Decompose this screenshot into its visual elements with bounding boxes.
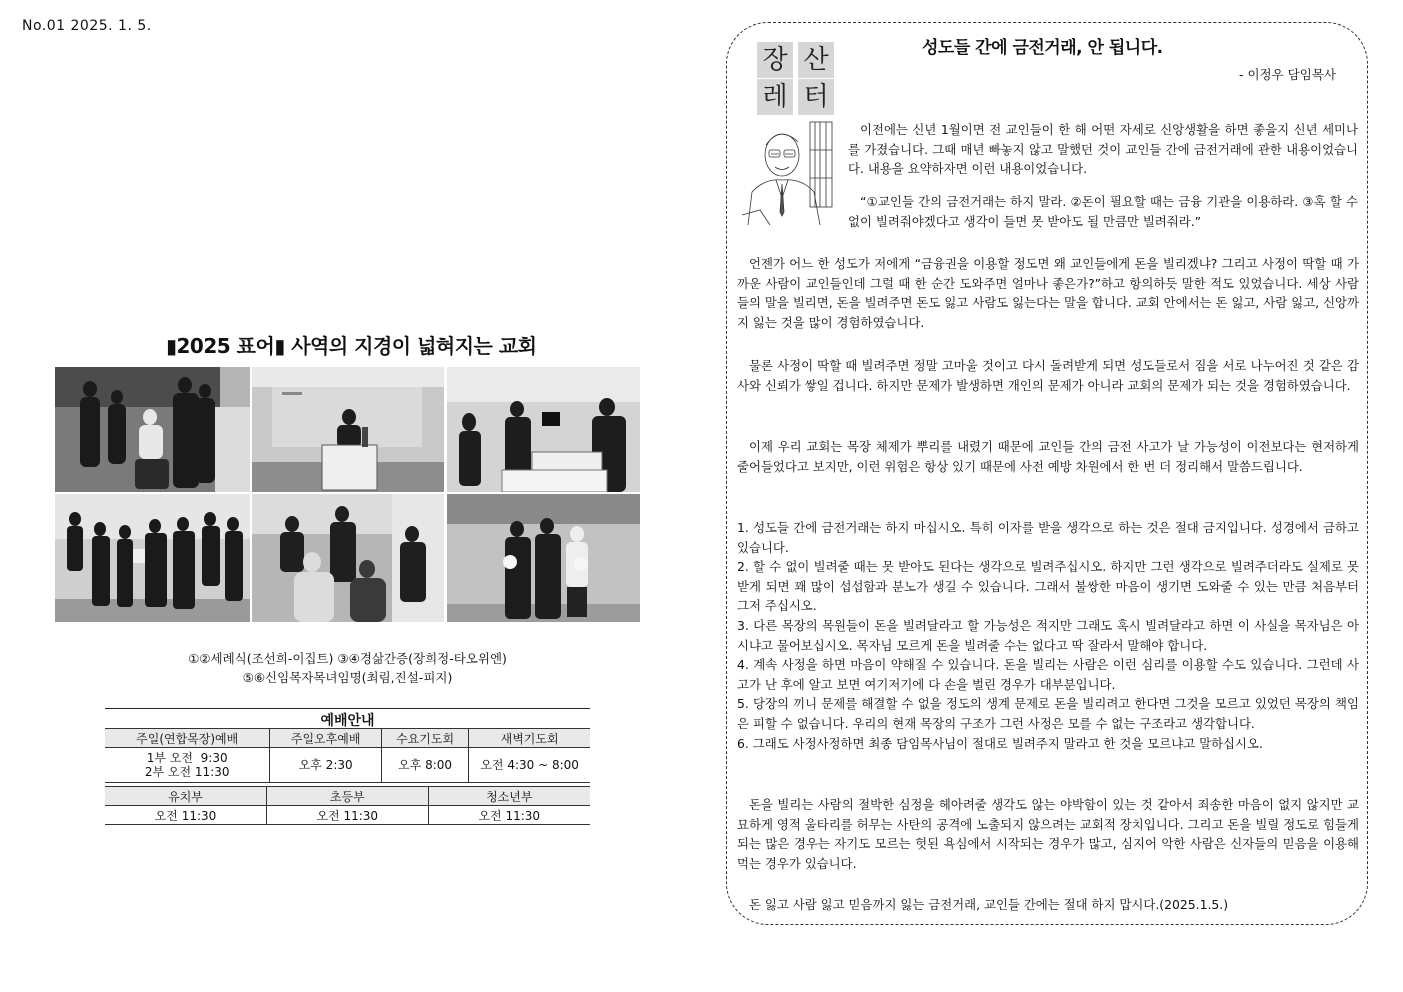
worship-schedule	[105, 708, 590, 825]
letter-paragraph-4: 이제 우리 교회는 목장 체제가 뿌리를 내렸기 때문에 교인들 간의 금전 사고가 날 가능성이 이전보다는 현저하게 줄어들었다고 보지만, 이런 위험은 항상 있기 때문에 사전 예방 차원에서 한 번 더 정리해서 말씀드립니다.	[737, 439, 1359, 474]
rule-item: 1. 성도들 간에 금전거래는 하지 마십시오. 특히 이자를 받을 생각으로 하는 것은 절대 금지입니다. 성경에서 금하고 있습니다.	[737, 520, 1359, 555]
badge-char-1: 장	[757, 42, 793, 78]
afternoon-time: 오후 2:30	[270, 748, 382, 783]
header-dawn-prayer: 새벽기도회	[469, 729, 590, 748]
photo-caption-line2: ⑤⑥신임목자목녀임명(최림,진설-피지)	[242, 670, 453, 685]
photo-baptism-1-icon	[55, 367, 250, 492]
badge-char-3: 레	[757, 79, 793, 115]
sunday-time-1: 1부 오전 9:30	[146, 751, 228, 765]
header-elementary: 초등부	[267, 787, 429, 806]
letter-headline: 성도들 간에 금전거래, 안 됩니다.	[922, 38, 1163, 58]
header-sunday-afternoon: 주일오후예배	[270, 729, 382, 748]
header-youth: 청소년부	[428, 787, 590, 806]
photo-caption-line1: ①②세례식(조선희-이집트) ③④경삶간증(장희정-타오위엔)	[188, 651, 507, 666]
photo-grid	[55, 367, 640, 622]
rule-item: 5. 당장의 끼니 문제를 해결할 수 없을 정도의 생계 문제로 돈을 빌리려고 한다면 그것을 모르고 있었던 목장의 책임은 피할 수 없습니다. 우리의 현재 목장의 구조가 그런 사정은 모를 수 없는 구조라고 생각합니다.	[737, 696, 1359, 731]
header-wednesday-prayer: 수요기도회	[381, 729, 468, 748]
rule-item: 2. 할 수 없이 빌려줄 때는 못 받아도 된다는 생각으로 빌려주십시오. 하지만 그런 생각으로 빌려주더라도 실제로 못 받게 되면 꽤 많이 섭섭함과 분노가 생길 수 있습니다. 그래서 불쌍한 마음이 생기면 도와줄 수 있는 만큼 처음부터 그저 주십시오.	[737, 559, 1359, 614]
pastor-portrait-icon	[740, 120, 835, 225]
schedule-table-main	[105, 728, 590, 783]
rule-item: 4. 계속 사정을 하면 마음이 약해질 수 있습니다. 돈을 빌리는 사람은 이런 심리를 이용할 수도 있습니다. 그런데 사고가 난 후에 알고 보면 여기저기에 다 손을 벌린 경우가 대부분입니다.	[737, 657, 1359, 692]
kindergarten-time: 오전 11:30	[105, 806, 267, 825]
letter-rules-list	[737, 518, 1359, 753]
wednesday-time: 오후 8:00	[381, 748, 468, 783]
letter-author: - 이정우 담임목사	[1239, 67, 1336, 82]
letter-paragraph-1: 이전에는 신년 1월이면 전 교인들이 한 해 어떤 자세로 신앙생활을 하면 좋을지 신년 세미나를 가졌습니다. 그때 매년 빠놓지 않고 말했던 것이 교인들 간에 금전거래에 관한 내용이었습니다. 내용을 요약하자면 이런 내용이었습니다.	[848, 122, 1358, 177]
youth-time: 오전 11:30	[428, 806, 590, 825]
badge-char-2: 산	[798, 42, 834, 78]
rule-item: 6. 그래도 사정사정하면 최종 담임목사님이 절대로 빌려주지 말라고 한 것을 모르냐고 말하십시오.	[737, 735, 1263, 751]
letter-paragraph-2: 언젠가 어느 한 성도가 저에게 “금융권을 이용할 정도면 왜 교인들에게 돈을 빌리겠냐? 그리고 사정이 딱할 때 가까운 사람이 교인들인데 그럴 때 한 순간 도와주면 얼마나 좋은가?”하고 항의하듯 말한 적도 있었습니다. 세상 사람들의 말을 빌리면, 돈을 빌려주면 돈도 잃고 사람도 잃는다는 말을 합니다. 교회 안에서는 돈 잃고, 사람 잃고, 신앙까지 잃는 것을 많이 경험하였습니다.	[737, 256, 1359, 330]
letter-closing: 돈 잃고 사람 잃고 믿음까지 잃는 금전거래, 교인들 간에는 절대 하지 맙시다.(2025.1.5.)	[749, 897, 1229, 912]
issue-number: No.01 2025. 1. 5.	[22, 18, 152, 34]
elementary-time: 오전 11:30	[267, 806, 429, 825]
photo-baptism-2-icon	[55, 494, 250, 622]
badge-char-4: 터	[798, 79, 834, 115]
yearly-theme-title: ▮2025 표어▮ 사역의 지경이 넓혀지는 교회	[166, 334, 537, 358]
photo-ordination-icon	[447, 494, 640, 622]
sunday-time-2: 2부 오전 11:30	[144, 765, 230, 779]
schedule-title: 예배안내	[105, 708, 590, 728]
header-sunday-service: 주일(연합목장)예배	[105, 729, 270, 748]
photo-group-icon	[252, 494, 444, 622]
photo-testimony-1-icon	[252, 367, 444, 492]
letter-paragraph-5: 돈을 빌리는 사람의 절박한 심정을 헤아려줄 생각도 않는 야박함이 있는 것 같아서 죄송한 마음이 없지 않지만 교묘하게 영적 울타리를 허무는 사탄의 공격에 노출되지 않으려는 교회적 장치입니다. 그리고 돈을 빌릴 정도로 힘들게 되는 많은 경우는 자기도 모르는 헛된 욕심에서 시작되는 경우가 많고, 심지어 악한 사람은 신자들의 믿음을 이용해 먹는 경우가 있습니다.	[737, 797, 1359, 871]
rule-item: 3. 다른 목장의 목원들이 돈을 빌려달라고 할 가능성은 적지만 그래도 혹시 빌려달라고 하면 이 사실을 목자님은 아시냐고 물어보십시오. 목자님 모르게 돈을 빌려줄 수는 없다고 딱 잘라서 말해야 합니다.	[737, 617, 1359, 653]
letter-paragraph-3: 물론 사정이 딱할 때 빌려주면 정말 고마울 것이고 다시 돌려받게 되면 성도들로서 짐을 서로 나누어진 것 같은 감사와 신뢰가 쌓일 겁니다. 하지만 문제가 발생하면 개인의 문제가 아니라 교회의 문제가 되는 것을 경험하였습니다.	[737, 358, 1359, 393]
photo-testimony-2-icon	[447, 367, 640, 492]
schedule-table-education	[105, 786, 590, 825]
header-kindergarten: 유치부	[105, 787, 267, 806]
dawn-time: 오전 4:30 ~ 8:00	[469, 748, 590, 783]
sunday-service-times	[105, 748, 270, 783]
letter-quote: “①교인들 간의 금전거래는 하지 말라. ②돈이 필요할 때는 금융 기관을 이용하라. ③혹 할 수 없이 빌려줘야겠다고 생각이 들면 못 받아도 될 만큼만 빌려줘라.”	[848, 194, 1358, 229]
